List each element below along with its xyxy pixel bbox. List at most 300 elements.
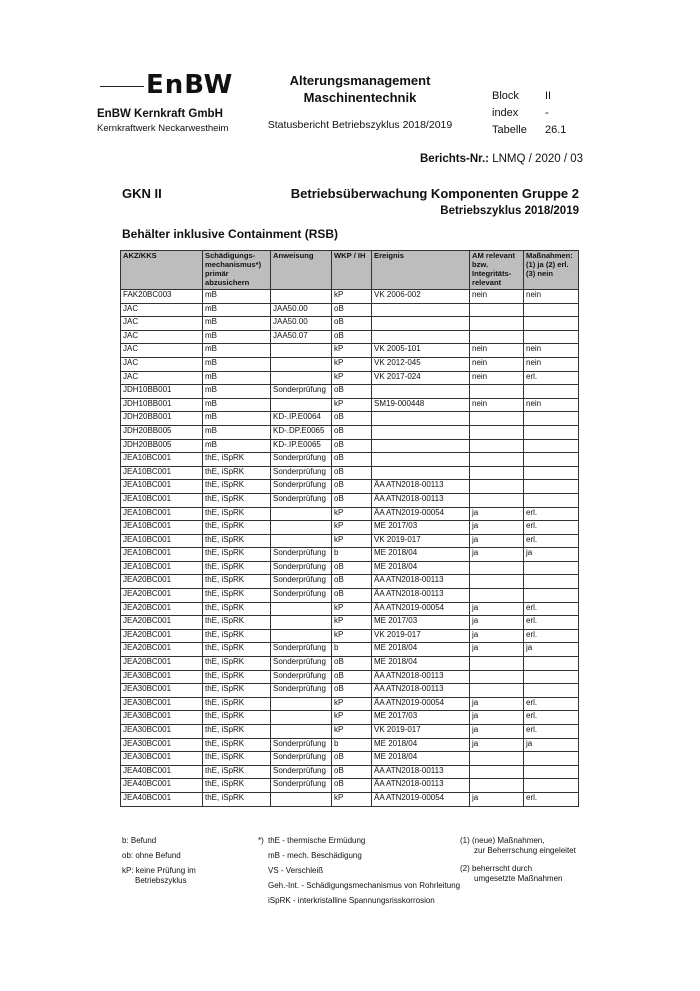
legend-status: [122, 836, 196, 886]
cell-wkp: oB: [332, 493, 372, 507]
cell-event: [372, 466, 470, 480]
cell-event: ÄA ATN2019-00054: [372, 507, 470, 521]
cell-measures: [524, 765, 579, 779]
cell-event: VK 2012-045: [372, 357, 470, 371]
cell-relevance: [470, 670, 524, 684]
cell-instruction: JAA50.00: [271, 303, 332, 317]
cell-mechanism: mB: [203, 344, 271, 358]
table-row: [121, 385, 579, 399]
cell-event: ÄA ATN2018-00113: [372, 765, 470, 779]
cell-wkp: oB: [332, 561, 372, 575]
cell-measures: [524, 657, 579, 671]
cell-mechanism: thE, iSpRK: [203, 507, 271, 521]
cell-akz: JDH10BB001: [121, 385, 203, 399]
cell-relevance: [470, 317, 524, 331]
cell-mechanism: thE, iSpRK: [203, 575, 271, 589]
table-row: [121, 589, 579, 603]
cell-instruction: Sonderprüfung: [271, 480, 332, 494]
cell-akz: JAC: [121, 303, 203, 317]
cell-instruction: [271, 398, 332, 412]
col-header-wkp: WKP / IH: [332, 251, 372, 290]
cell-event: ME 2017/03: [372, 521, 470, 535]
cell-mechanism: mB: [203, 317, 271, 331]
cell-wkp: kP: [332, 602, 372, 616]
cell-wkp: kP: [332, 521, 372, 535]
cell-relevance: nein: [470, 290, 524, 304]
cell-instruction: JAA50.00: [271, 317, 332, 331]
cell-relevance: [470, 589, 524, 603]
cell-wkp: oB: [332, 575, 372, 589]
cell-measures: [524, 330, 579, 344]
cell-akz: JEA20BC001: [121, 589, 203, 603]
cell-instruction: Sonderprüfung: [271, 466, 332, 480]
cell-instruction: [271, 357, 332, 371]
legend-item: (2) beherrscht durch: [460, 864, 533, 873]
cell-measures: [524, 752, 579, 766]
legend-item: b: Befund: [122, 836, 157, 845]
cell-wkp: kP: [332, 792, 372, 806]
cell-relevance: [470, 439, 524, 453]
cell-wkp: kP: [332, 507, 372, 521]
cell-instruction: Sonderprüfung: [271, 575, 332, 589]
cell-measures: erl.: [524, 616, 579, 630]
cell-event: VK 2017-024: [372, 371, 470, 385]
table-row: [121, 439, 579, 453]
cell-instruction: [271, 711, 332, 725]
table-row: [121, 657, 579, 671]
cell-relevance: [470, 765, 524, 779]
cell-akz: JAC: [121, 330, 203, 344]
cell-akz: JEA40BC001: [121, 792, 203, 806]
legend-item: VS - Verschleiß: [268, 866, 324, 875]
cell-instruction: [271, 521, 332, 535]
table-row: [121, 561, 579, 575]
cell-event: ME 2017/03: [372, 616, 470, 630]
cell-mechanism: thE, iSpRK: [203, 521, 271, 535]
cell-mechanism: thE, iSpRK: [203, 697, 271, 711]
cell-mechanism: mB: [203, 425, 271, 439]
legend-item: umgesetzte Maßnahmen: [474, 874, 563, 883]
meta-index-value: -: [545, 107, 549, 119]
cell-mechanism: mB: [203, 330, 271, 344]
cell-instruction: Sonderprüfung: [271, 453, 332, 467]
table-row: [121, 398, 579, 412]
cell-akz: JEA10BC001: [121, 466, 203, 480]
cell-event: ÄA ATN2019-00054: [372, 602, 470, 616]
cell-relevance: [470, 453, 524, 467]
meta-block-label: Block: [492, 90, 519, 102]
cell-measures: erl.: [524, 792, 579, 806]
cell-relevance: ja: [470, 616, 524, 630]
cell-wkp: oB: [332, 453, 372, 467]
cell-akz: FAK20BC003: [121, 290, 203, 304]
cell-mechanism: thE, iSpRK: [203, 670, 271, 684]
cell-measures: [524, 670, 579, 684]
table-row: [121, 629, 579, 643]
table-row: [121, 779, 579, 793]
cell-measures: [524, 466, 579, 480]
cell-measures: erl.: [524, 534, 579, 548]
meta-table-value: 26.1: [545, 124, 567, 136]
cell-relevance: ja: [470, 534, 524, 548]
cell-wkp: oB: [332, 412, 372, 426]
cell-event: ÄA ATN2018-00113: [372, 684, 470, 698]
cell-mechanism: thE, iSpRK: [203, 616, 271, 630]
cell-measures: [524, 303, 579, 317]
table-row: [121, 480, 579, 494]
cell-wkp: oB: [332, 385, 372, 399]
cell-wkp: b: [332, 643, 372, 657]
cell-mechanism: mB: [203, 371, 271, 385]
cell-wkp: oB: [332, 684, 372, 698]
cell-relevance: ja: [470, 602, 524, 616]
cell-mechanism: thE, iSpRK: [203, 752, 271, 766]
cell-mechanism: thE, iSpRK: [203, 738, 271, 752]
plant-name: Kernkraftwerk Neckarwestheim: [97, 123, 229, 134]
header-title-line2: Maschinentechnik: [303, 90, 417, 105]
cell-event: ÄA ATN2018-00113: [372, 670, 470, 684]
cell-wkp: oB: [332, 589, 372, 603]
cell-relevance: nein: [470, 357, 524, 371]
cell-event: VK 2019-017: [372, 725, 470, 739]
cell-relevance: nein: [470, 398, 524, 412]
cell-relevance: ja: [470, 711, 524, 725]
cell-instruction: JAA50.07: [271, 330, 332, 344]
cell-wkp: kP: [332, 711, 372, 725]
cell-instruction: [271, 371, 332, 385]
cell-instruction: [271, 344, 332, 358]
table-row: [121, 453, 579, 467]
cell-instruction: [271, 507, 332, 521]
cell-event: ÄA ATN2018-00113: [372, 575, 470, 589]
cell-wkp: oB: [332, 317, 372, 331]
cell-akz: JDH20BB001: [121, 412, 203, 426]
cell-mechanism: thE, iSpRK: [203, 589, 271, 603]
cell-event: ME 2018/04: [372, 548, 470, 562]
table-row: [121, 521, 579, 535]
legend-item: (1) (neue) Maßnahmen,: [460, 836, 545, 845]
cell-akz: JEA20BC001: [121, 575, 203, 589]
cell-akz: JEA40BC001: [121, 765, 203, 779]
col-header-mechanism: Schädigungs-mechanismus*) primär abzusichern: [203, 251, 271, 290]
table-body: [121, 290, 579, 807]
cell-measures: [524, 480, 579, 494]
table-row: [121, 330, 579, 344]
cell-relevance: ja: [470, 629, 524, 643]
cell-mechanism: thE, iSpRK: [203, 453, 271, 467]
cell-wkp: oB: [332, 439, 372, 453]
cell-instruction: Sonderprüfung: [271, 738, 332, 752]
cell-mechanism: thE, iSpRK: [203, 602, 271, 616]
cell-mechanism: thE, iSpRK: [203, 779, 271, 793]
legend-item: ob: ohne Befund: [122, 851, 181, 860]
cell-instruction: Sonderprüfung: [271, 779, 332, 793]
cell-event: ME 2018/04: [372, 643, 470, 657]
cell-relevance: ja: [470, 697, 524, 711]
meta-table-label: Tabelle: [492, 124, 527, 136]
table-row: [121, 344, 579, 358]
cell-relevance: nein: [470, 344, 524, 358]
cell-wkp: oB: [332, 657, 372, 671]
cell-instruction: [271, 534, 332, 548]
cell-instruction: Sonderprüfung: [271, 670, 332, 684]
cell-akz: JDH20BB005: [121, 439, 203, 453]
cell-event: [372, 385, 470, 399]
table-row: [121, 290, 579, 304]
cell-wkp: b: [332, 738, 372, 752]
cell-wkp: oB: [332, 303, 372, 317]
cell-measures: erl.: [524, 697, 579, 711]
cell-event: [372, 439, 470, 453]
cell-akz: JEA20BC001: [121, 602, 203, 616]
cell-measures: [524, 561, 579, 575]
table-row: [121, 643, 579, 657]
table-row: [121, 534, 579, 548]
table-row: [121, 371, 579, 385]
table-header-row: [121, 251, 579, 290]
legend-item: Betriebszyklus: [135, 876, 187, 885]
cell-mechanism: thE, iSpRK: [203, 480, 271, 494]
legend-item: mB - mech. Beschädigung: [268, 851, 362, 860]
table-row: [121, 493, 579, 507]
cell-wkp: b: [332, 548, 372, 562]
cell-relevance: ja: [470, 725, 524, 739]
components-table: [120, 250, 579, 807]
cell-akz: JEA20BC001: [121, 629, 203, 643]
cell-mechanism: thE, iSpRK: [203, 548, 271, 562]
cell-akz: JAC: [121, 344, 203, 358]
cell-mechanism: mB: [203, 439, 271, 453]
cell-event: VK 2005-101: [372, 344, 470, 358]
cell-akz: JEA30BC001: [121, 697, 203, 711]
cell-measures: [524, 589, 579, 603]
table-row: [121, 575, 579, 589]
cell-relevance: [470, 657, 524, 671]
cell-event: ÄA ATN2018-00113: [372, 493, 470, 507]
cell-event: ÄA ATN2019-00054: [372, 697, 470, 711]
cell-mechanism: mB: [203, 303, 271, 317]
cell-instruction: KD-.IP.E0065: [271, 439, 332, 453]
cell-measures: nein: [524, 398, 579, 412]
cell-measures: ja: [524, 738, 579, 752]
cell-event: ME 2018/04: [372, 738, 470, 752]
cell-instruction: Sonderprüfung: [271, 589, 332, 603]
cell-measures: [524, 684, 579, 698]
cell-instruction: [271, 290, 332, 304]
cell-instruction: [271, 792, 332, 806]
cell-akz: JEA30BC001: [121, 752, 203, 766]
cell-akz: JEA10BC001: [121, 561, 203, 575]
cell-measures: erl.: [524, 629, 579, 643]
cell-akz: JDH10BB001: [121, 398, 203, 412]
cell-event: ME 2018/04: [372, 561, 470, 575]
report-number: [420, 153, 583, 165]
cell-mechanism: thE, iSpRK: [203, 711, 271, 725]
cell-instruction: [271, 697, 332, 711]
cell-measures: [524, 317, 579, 331]
col-header-instruction: Anweisung: [271, 251, 332, 290]
enbw-logo: EnBW: [146, 70, 234, 100]
cell-instruction: [271, 616, 332, 630]
table-row: [121, 303, 579, 317]
cell-mechanism: mB: [203, 357, 271, 371]
cell-relevance: [470, 425, 524, 439]
table-row: [121, 357, 579, 371]
table-row: [121, 684, 579, 698]
cell-mechanism: mB: [203, 412, 271, 426]
cell-wkp: oB: [332, 779, 372, 793]
cell-event: [372, 412, 470, 426]
cell-wkp: kP: [332, 290, 372, 304]
legend-mark: *): [258, 836, 264, 845]
legend-item: iSpRK - interkristalline Spannungsrisskorrosion: [268, 896, 435, 905]
cell-mechanism: thE, iSpRK: [203, 765, 271, 779]
cell-measures: nein: [524, 290, 579, 304]
cell-akz: JEA10BC001: [121, 548, 203, 562]
cell-event: VK 2019-017: [372, 534, 470, 548]
cell-mechanism: thE, iSpRK: [203, 561, 271, 575]
cell-event: ME 2017/03: [372, 711, 470, 725]
cell-event: ÄA ATN2018-00113: [372, 480, 470, 494]
cell-mechanism: thE, iSpRK: [203, 643, 271, 657]
cell-measures: erl.: [524, 602, 579, 616]
cell-measures: [524, 779, 579, 793]
logo-line: [100, 86, 144, 87]
cell-measures: erl.: [524, 521, 579, 535]
cell-measures: nein: [524, 344, 579, 358]
cell-akz: JAC: [121, 371, 203, 385]
cell-measures: nein: [524, 357, 579, 371]
cell-wkp: oB: [332, 425, 372, 439]
cell-relevance: ja: [470, 738, 524, 752]
table-row: [121, 697, 579, 711]
table-row: [121, 738, 579, 752]
col-header-event: Ereignis: [372, 251, 470, 290]
cell-akz: JEA10BC001: [121, 493, 203, 507]
cell-event: ÄA ATN2018-00113: [372, 779, 470, 793]
col-header-akz: AKZ/KKS: [121, 251, 203, 290]
cell-measures: erl.: [524, 507, 579, 521]
cell-instruction: Sonderprüfung: [271, 752, 332, 766]
cell-wkp: oB: [332, 670, 372, 684]
table-row: [121, 602, 579, 616]
cell-relevance: [470, 412, 524, 426]
table-row: [121, 670, 579, 684]
legend-measures: [460, 836, 576, 884]
cell-akz: JEA30BC001: [121, 725, 203, 739]
cell-akz: JEA20BC001: [121, 643, 203, 657]
cell-event: VK 2006-002: [372, 290, 470, 304]
cell-event: SM19-000448: [372, 398, 470, 412]
cell-event: ME 2018/04: [372, 657, 470, 671]
cell-relevance: nein: [470, 371, 524, 385]
cell-mechanism: thE, iSpRK: [203, 534, 271, 548]
cell-relevance: [470, 493, 524, 507]
table-row: [121, 725, 579, 739]
cell-wkp: kP: [332, 725, 372, 739]
cell-akz: JEA10BC001: [121, 453, 203, 467]
cell-mechanism: mB: [203, 398, 271, 412]
cell-event: VK 2019-017: [372, 629, 470, 643]
cell-relevance: [470, 575, 524, 589]
cell-instruction: [271, 602, 332, 616]
cell-measures: [524, 493, 579, 507]
table-row: [121, 616, 579, 630]
document-subtitle: Betriebszyklus 2018/2019: [440, 205, 579, 217]
cell-wkp: oB: [332, 466, 372, 480]
table-row: [121, 752, 579, 766]
cell-relevance: [470, 303, 524, 317]
cell-akz: JEA10BC001: [121, 521, 203, 535]
cell-event: ME 2018/04: [372, 752, 470, 766]
cell-relevance: [470, 752, 524, 766]
cell-measures: [524, 575, 579, 589]
table-row: [121, 765, 579, 779]
table-row: [121, 792, 579, 806]
cell-akz: JAC: [121, 357, 203, 371]
cell-instruction: KD-.IP.E0064: [271, 412, 332, 426]
cell-relevance: [470, 466, 524, 480]
cell-wkp: oB: [332, 330, 372, 344]
cell-measures: erl.: [524, 725, 579, 739]
cell-akz: JEA30BC001: [121, 738, 203, 752]
cell-relevance: [470, 779, 524, 793]
cell-relevance: [470, 385, 524, 399]
legend-mechanisms: [268, 836, 460, 906]
cell-measures: ja: [524, 548, 579, 562]
cell-wkp: kP: [332, 616, 372, 630]
cell-wkp: kP: [332, 629, 372, 643]
cell-wkp: oB: [332, 480, 372, 494]
unit-label: GKN II: [122, 186, 162, 201]
cell-relevance: ja: [470, 643, 524, 657]
cell-event: [372, 330, 470, 344]
meta-block-value: II: [545, 90, 552, 102]
cell-wkp: kP: [332, 398, 372, 412]
cell-event: [372, 317, 470, 331]
legend-item: kP: keine Prüfung im: [122, 866, 196, 875]
table-row: [121, 412, 579, 426]
cell-event: [372, 453, 470, 467]
cell-akz: JEA30BC001: [121, 670, 203, 684]
cell-instruction: Sonderprüfung: [271, 643, 332, 657]
cell-wkp: kP: [332, 344, 372, 358]
cell-instruction: Sonderprüfung: [271, 548, 332, 562]
cell-instruction: KD-.DP.E0065: [271, 425, 332, 439]
table-row: [121, 507, 579, 521]
cell-instruction: Sonderprüfung: [271, 765, 332, 779]
cell-wkp: oB: [332, 752, 372, 766]
cell-mechanism: thE, iSpRK: [203, 725, 271, 739]
cell-mechanism: thE, iSpRK: [203, 684, 271, 698]
cell-measures: [524, 453, 579, 467]
cell-akz: JEA10BC001: [121, 534, 203, 548]
cell-akz: JEA40BC001: [121, 779, 203, 793]
cell-wkp: kP: [332, 697, 372, 711]
cell-relevance: ja: [470, 548, 524, 562]
report-number-value: LNMQ / 2020 / 03: [492, 153, 584, 165]
meta-index-label: index: [492, 107, 519, 119]
cell-wkp: kP: [332, 357, 372, 371]
cell-relevance: ja: [470, 792, 524, 806]
cell-relevance: [470, 561, 524, 575]
cell-instruction: Sonderprüfung: [271, 684, 332, 698]
cell-instruction: Sonderprüfung: [271, 385, 332, 399]
cell-akz: JEA30BC001: [121, 711, 203, 725]
table-row: [121, 317, 579, 331]
company-name: EnBW Kernkraft GmbH: [97, 108, 223, 120]
cell-mechanism: thE, iSpRK: [203, 657, 271, 671]
